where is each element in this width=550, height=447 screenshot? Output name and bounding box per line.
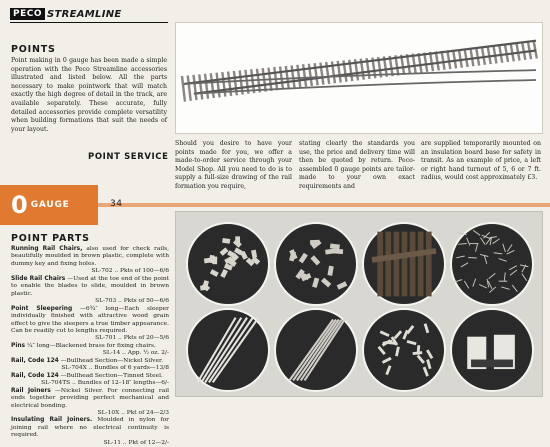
part-description: —Nickel Silver. For connecting rail ends together providing perfect mechanical and electrical bonding. — [11, 388, 169, 409]
chair-piece — [220, 247, 229, 256]
pins-photo — [450, 222, 534, 306]
track-sleeper — [217, 73, 220, 98]
pin-piece — [467, 238, 470, 246]
sleeper-bar — [410, 232, 416, 297]
part-item — [11, 246, 169, 268]
track-sleeper — [430, 52, 433, 71]
part-item — [11, 306, 169, 336]
slide-chairs-photo — [274, 222, 358, 306]
joiner-piece — [426, 349, 433, 359]
pins-icon — [452, 224, 532, 304]
track-sleeper — [286, 66, 289, 89]
part-description: —Used at the toe end of the point to enable the blades to slide, moulded in brown plastic. — [11, 276, 169, 297]
insulating-joiners-photo — [450, 308, 534, 392]
pin-piece — [489, 273, 496, 278]
rail-length-steel — [297, 320, 339, 381]
sleepers-icon — [364, 224, 444, 304]
chair-piece — [251, 250, 257, 258]
point-parts-list — [11, 246, 169, 447]
sleeper-bar — [385, 232, 391, 297]
chair-piece — [220, 269, 228, 278]
logo-brand: PECO — [10, 8, 45, 20]
pin-piece — [510, 270, 517, 275]
pin-piece — [458, 243, 467, 244]
track-sleeper — [453, 50, 456, 69]
rail-steel-photo — [274, 308, 358, 392]
rail-chairs-icon — [188, 224, 268, 304]
part-name: Point Sleepering — [11, 306, 72, 312]
joiner-piece — [407, 340, 417, 345]
rail-steel-icon — [276, 310, 356, 390]
pin-piece — [489, 287, 495, 293]
pin-piece — [461, 263, 468, 267]
pin-piece — [468, 258, 477, 259]
point-track-photo — [175, 22, 543, 134]
part-description: also used for check rails, beautifully moulded in brown plastic, complete with dummy key and fixing holes. — [11, 246, 169, 267]
joiner-piece — [406, 325, 414, 334]
pin-piece — [464, 281, 469, 288]
rail-nickel-photo — [186, 308, 270, 392]
part-item — [11, 388, 169, 410]
pin-piece — [487, 279, 489, 287]
track-sleeper — [436, 51, 439, 70]
service-text-col3: are supplied temporarily mounted on an insulation board base for safety in transit. As an example of price, a left or right hand turnout of 5, 6 or 7 ft. radius, would cost approximately £3. — [421, 140, 541, 183]
gauge-number: 0 — [11, 193, 28, 217]
part-code-price: SL-704X .. Bundles of 6 yards—13/8 — [11, 365, 169, 372]
pin-piece — [473, 230, 480, 235]
joiner-piece — [394, 330, 402, 339]
part-item — [11, 373, 169, 380]
joiner-piece — [382, 357, 392, 364]
pin-piece — [522, 274, 527, 281]
slide-chair-piece — [333, 249, 343, 254]
part-name: Rail Joiners — [11, 388, 51, 394]
sleeper-bar — [426, 232, 432, 297]
track-sleeper — [292, 65, 295, 88]
pin-piece — [501, 287, 509, 289]
joiner-piece — [424, 323, 430, 333]
part-code-price: SL-11 .. Pkt of 12—2/- — [11, 440, 169, 447]
rail-length — [205, 318, 247, 383]
rail-nickel-icon — [188, 310, 268, 390]
track-sleeper — [442, 51, 445, 70]
rail-length-steel — [293, 320, 336, 381]
part-code-price: SL-14 .. App. ½ oz. 2/- — [11, 350, 169, 357]
track-sleeper — [297, 65, 300, 88]
point-parts-heading: POINT PARTS — [11, 233, 90, 244]
track-sleeper — [482, 47, 485, 65]
pin-piece — [512, 285, 517, 292]
part-code-price: SL-703 .. Pkts of 50—6/6 — [11, 298, 169, 305]
slide-chair-piece — [310, 255, 320, 265]
pin-piece — [494, 253, 502, 254]
pin-piece — [473, 279, 476, 287]
part-name: Rail, Code 124 — [11, 358, 59, 364]
insulating-joiner — [471, 360, 513, 368]
part-description: —Bullhead Section—Tinned Steel. — [59, 373, 163, 379]
track-sleeper — [309, 64, 312, 86]
rail-length-steel — [301, 320, 342, 381]
header-rule — [10, 22, 168, 23]
joiner-piece — [385, 365, 391, 375]
slide-chair-piece — [330, 244, 340, 250]
pin-piece — [479, 284, 487, 288]
pin-piece — [458, 233, 466, 235]
service-text-col1: Should you desire to have your points made for you, we offer a made-to-order service through your Model Shop. All you need to do is to supply a full-size drawing of the rail formation you require, — [175, 140, 292, 192]
slide-chair-piece — [321, 278, 331, 288]
track-sleeper — [182, 76, 185, 102]
track-sleeper — [447, 50, 450, 69]
sleepers-photo — [362, 222, 446, 306]
page-number: 34 — [110, 199, 122, 209]
slide-chair-piece — [299, 253, 308, 264]
sleeper-bar — [402, 232, 408, 297]
joiner-piece — [380, 330, 390, 337]
part-description: Moulded in nylon for joining rail where no electrical continuity is required. — [11, 417, 169, 438]
pin-piece — [476, 243, 478, 251]
track-sleeper — [476, 47, 479, 65]
track-point-image — [176, 23, 542, 133]
track-sleeper — [222, 72, 225, 97]
pin-piece — [504, 272, 505, 281]
part-name: Slide Rail Chairs — [11, 276, 65, 282]
rail-chairs-photo — [186, 222, 270, 306]
chair-piece — [222, 238, 230, 244]
part-description: —6¾″ long—Each sleeper individually finished with attractive wood grain effect to give the sleepers a true timber appearance. Can be readily cut to lengths required. — [11, 306, 169, 334]
slide-chair-piece — [337, 281, 348, 289]
track-sleeper — [465, 49, 468, 67]
peco-streamline-logo — [10, 8, 122, 20]
pin-piece — [507, 244, 512, 251]
part-item — [11, 276, 169, 298]
track-sleeper — [188, 75, 191, 100]
pin-piece — [484, 256, 487, 264]
part-code-price: SL-701 .. Pkts of 20—5/6 — [11, 335, 169, 342]
slide-chair-piece — [327, 266, 333, 276]
part-name: Pins — [11, 343, 25, 349]
pin-piece — [503, 244, 506, 252]
point-parts-photos — [175, 211, 543, 397]
part-description: —Bullhead Section—Nickel Silver. — [59, 358, 163, 364]
part-code-price: SL-702 .. Pkts of 100—6/6 — [11, 268, 169, 275]
pin-piece — [488, 281, 492, 289]
sleeper-bar — [377, 232, 383, 297]
part-name: Rail, Code 124 — [11, 373, 59, 379]
part-name: Running Rail Chairs, — [11, 246, 82, 252]
track-sleeper — [211, 73, 214, 98]
points-heading: POINTS — [11, 44, 56, 55]
slide-chairs-icon — [276, 224, 356, 304]
gauge-tab — [0, 185, 98, 225]
joiner-piece — [395, 347, 400, 357]
sleeper-bar — [394, 232, 400, 297]
pin-piece — [520, 265, 528, 267]
pin-piece — [481, 238, 486, 245]
part-code-price: SL-704TS .. Bundles of 12–18″ lengths—6/- — [11, 380, 169, 387]
track-sleeper — [470, 48, 473, 66]
part-item — [11, 417, 169, 439]
part-item — [11, 358, 169, 365]
rail-joiners-icon — [364, 310, 444, 390]
track-sleeper — [205, 74, 208, 99]
gauge-label: GAUGE — [31, 200, 70, 210]
pin-piece — [509, 266, 517, 270]
pin-piece — [456, 256, 464, 258]
chair-piece — [233, 239, 242, 248]
rail-joiners-photo — [362, 308, 446, 392]
track-sleeper — [459, 49, 462, 67]
joiner-piece — [378, 346, 386, 355]
track-sleeper — [303, 64, 306, 86]
part-name: Insulating Rail Joiners. — [11, 417, 92, 423]
joiner-piece — [423, 367, 429, 377]
chair-piece — [210, 269, 219, 277]
joiner-piece — [417, 355, 425, 364]
pin-piece — [454, 280, 462, 283]
track-sleeper — [199, 74, 202, 99]
joiner-piece — [426, 359, 431, 369]
pin-piece — [493, 239, 500, 244]
sleeper-bar — [418, 232, 424, 297]
point-service-heading: POINT SERVICE — [88, 152, 169, 162]
insulating-joiners-icon — [452, 310, 532, 390]
part-description: ¼″ long—Blackened brass for fixing chairs. — [25, 343, 156, 349]
rail-straight-a — [184, 41, 536, 84]
pin-piece — [499, 259, 507, 262]
part-code-price: SL-10X .. Pkt of 24—2/3 — [11, 410, 169, 417]
slide-chair-piece — [312, 277, 319, 287]
track-sleeper — [194, 75, 197, 100]
points-intro-text: Point making in 0 gauge has been made a simple operation with the Peco Streamline accessories illustrated and listed below. All the parts necessary to make pointwork that will match exactly the high degree of detail in the track, are available separately. These accurate, fully detailed accessories provide complete versatility when building formations that suit the needs of your layout. — [11, 57, 167, 134]
logo-product: STREAMLINE — [47, 9, 122, 20]
service-text-col2: stating clearly the standards you use, the price and delivery time will then be quoted by return. Peco-assembled 0 gauge points are tailor-made to your own exact requirements and — [299, 140, 415, 192]
